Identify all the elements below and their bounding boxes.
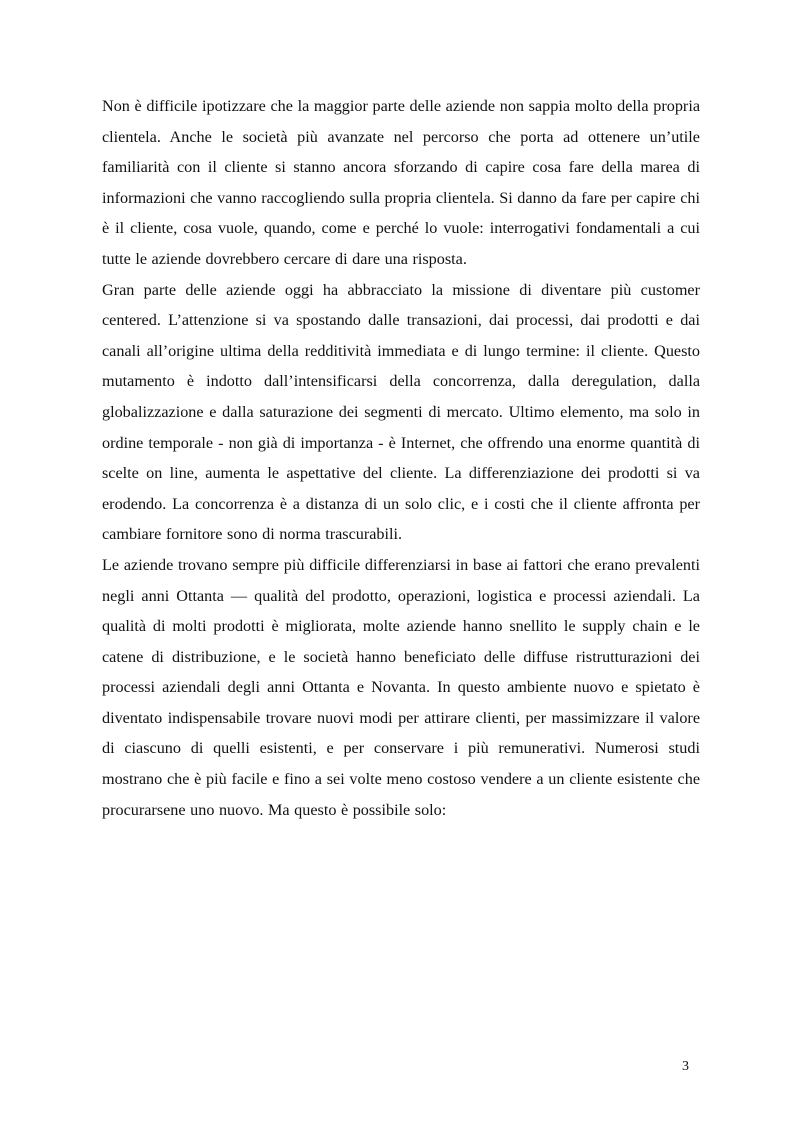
paragraph-1: Non è difficile ipotizzare che la maggior parte delle aziende non sappia molto della propria clientela. Anche le società più avanzate nel percorso che porta ad ottenere un’utile familiarità con il cliente si stanno ancora sforzando di capire cosa fare della marea di informazioni che vanno raccogliendo sulla propria clientela. Si danno da fare per capire chi è il cliente, cosa vuole, quando, come e perché lo vuole: interrogativi fondamentali a cui tutte le aziende dovrebbero cercare di dare una risposta. xyxy=(102,97,700,268)
paragraph-2: Gran parte delle aziende oggi ha abbracciato la missione di diventare più customer centered. L’attenzione si va spostando dalle transazioni, dai processi, dai prodotti e dai canali all’origine ultima della redditività immediata e di lungo termine: il cliente. Questo mutamento è indotto dall’intensificarsi della concorrenza, dalla deregulation, dalla globalizzazione e dalla saturazione dei segmenti di mercato. Ultimo elemento, ma solo in ordine temporale - non già di importanza - è Internet, che offrendo una enorme quantità di scelte on line, aumenta le aspettative del cliente. La differenziazione dei prodotti si va erodendo. La concorrenza è a distanza di un solo clic, e i costi che il cliente affronta per cambiare fornitore sono di norma trascurabili. xyxy=(102,280,700,544)
document-body xyxy=(102,91,700,825)
page-number: 3 xyxy=(682,1059,689,1074)
paragraph-3: Le aziende trovano sempre più difficile differenziarsi in base ai fattori che erano prevalenti negli anni Ottanta — qualità del prodotto, operazioni, logistica e processi aziendali. La qualità di molti prodotti è migliorata, molte aziende hanno snellito le supply chain e le catene di distribuzione, e le società hanno beneficiato delle diffuse ristrutturazioni dei processi aziendali degli anni Ottanta e Novanta. In questo ambiente nuovo e spietato è diventato indispensabile trovare nuovi modi per attirare clienti, per massimizzare il valore di ciascuno di quelli esistenti, e per conservare i più remunerativi. Numerosi studi mostrano che è più facile e fino a sei volte meno costoso vendere a un cliente esistente che procurarsene uno nuovo. Ma questo è possibile solo: xyxy=(102,555,700,819)
